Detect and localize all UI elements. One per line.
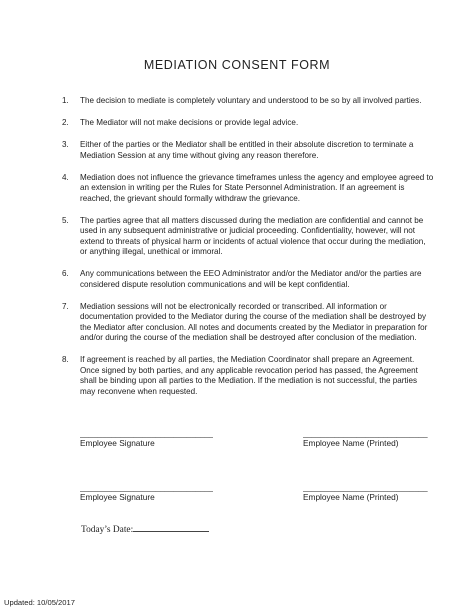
signature-line: ______________________________ [80,484,214,492]
item-text: The parties agree that all matters discussed during the mediation are confidential and cannot be used in any subsequent administrative or judicial proceeding. Confidentiality, however, will not extend to threats of physical harm or incidents of actual violence that occur during the mediation, or anything illegal, unethical or immoral. [80,216,426,257]
list-item [62,302,434,344]
date-line [133,523,209,532]
item-text: If agreement is reached by all parties, the Mediation Coordinator shall prepare an Agreement. Once signed by both parties, and any applicable revocation period has passed, the Agreement shall be binding upon all parties to the Mediation. If the mediation is not successful, the parties may reconvene when requested. [80,355,418,396]
item-text: Mediation sessions will not be electronically recorded or transcribed. All information or documentation provided to the Mediator during the course of the mediation shall be destroyed by the Mediator after conclusion. All notes and documents created by the Mediator in preparation for and/or during the course of the mediation shall be destroyed after conclusion of the mediation. [80,302,428,343]
item-number: 2. [62,118,69,128]
signature-line: ____________________________ [303,484,428,492]
terms-list [62,96,434,409]
item-text: Mediation does not influence the grievance timeframes unless the agency and employee agreed to an extension in writing per the Rules for State Personnel Administration. If an agreement is reached, the grievant should formally withdraw the grievance. [80,173,434,203]
item-number: 8. [62,355,69,365]
item-text: Any communications between the EEO Administrator and/or the Mediator and/or the parties are considered dispute resolution communications and will be kept confidential. [80,269,422,289]
employee-signature-field-2[interactable] [80,484,213,502]
employee-signature-label: Employee Signature [80,438,155,448]
list-item [62,173,434,204]
employee-name-label: Employee Name (Printed) [303,492,399,502]
item-number: 5. [62,216,69,226]
item-text: The Mediator will not make decisions or provide legal advice. [80,118,299,128]
list-item [62,96,434,106]
date-field[interactable] [81,523,209,535]
list-item [62,216,434,258]
item-text: The decision to mediate is completely voluntary and understood to be so by all involved parties. [80,96,422,105]
employee-name-field-1[interactable] [303,430,428,448]
signature-line: ______________________________ [80,430,214,438]
list-item [62,118,434,128]
signature-line: ____________________________ [303,430,428,438]
item-number: 6. [62,269,69,279]
list-item [62,355,434,397]
date-label: Today’s Date: [81,525,134,535]
employee-name-field-2[interactable] [303,484,428,502]
item-number: 1. [62,96,69,105]
item-number: 3. [62,140,69,150]
employee-signature-label: Employee Signature [80,492,155,502]
item-text: Either of the parties or the Mediator shall be entitled in their absolute discretion to terminate a Mediation Session at any time without giving any reason therefore. [80,140,414,160]
employee-signature-field-1[interactable] [80,430,213,448]
list-item [62,269,434,290]
item-number: 7. [62,302,69,312]
form-title: MEDIATION CONSENT FORM [143,58,331,72]
employee-name-label: Employee Name (Printed) [303,438,399,448]
list-item [62,140,434,161]
updated-footer: Updated: 10/05/2017 [4,598,75,607]
item-number: 4. [62,173,69,183]
